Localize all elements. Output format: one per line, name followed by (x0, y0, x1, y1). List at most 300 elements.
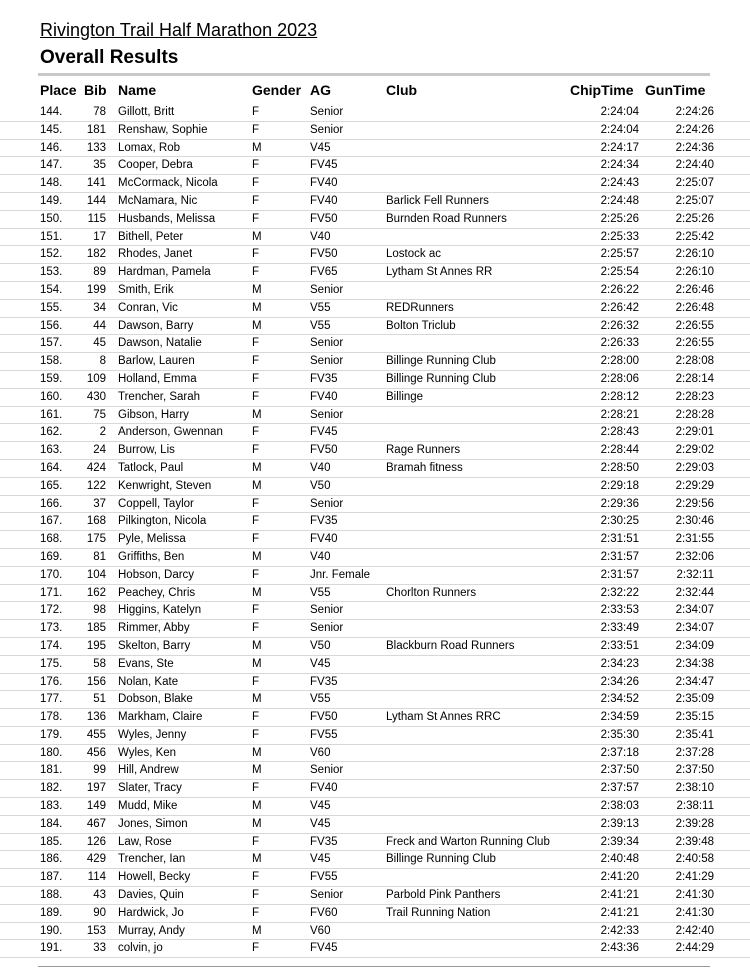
cell-place: 177. (40, 693, 63, 706)
table-row (0, 585, 750, 603)
cell-gender: F (252, 835, 260, 848)
cell-name: Mudd, Mike (118, 800, 178, 813)
cell-place: 163. (40, 444, 63, 457)
cell-gender: M (252, 817, 262, 830)
cell-chiptime: 2:38:03 (600, 800, 639, 813)
table-row (0, 709, 750, 727)
cell-bib: 114 (87, 871, 106, 884)
cell-chiptime: 2:40:48 (600, 853, 639, 866)
cell-gender: F (252, 728, 260, 741)
cell-bib: 34 (93, 301, 106, 314)
table-row (0, 638, 750, 656)
cell-bib: 182 (86, 248, 106, 261)
cell-guntime: 2:32:11 (676, 568, 714, 581)
cell-place: 171. (40, 586, 63, 599)
cell-chiptime: 2:39:13 (600, 817, 639, 830)
cell-name: Coppell, Taylor (118, 497, 194, 510)
table-row (0, 371, 750, 389)
cell-place: 184. (40, 817, 63, 830)
cell-gender: F (252, 123, 260, 136)
cell-gender: M (252, 657, 262, 670)
cell-age-group: FV55 (310, 728, 338, 741)
cell-name: Hardwick, Jo (118, 906, 184, 919)
cell-guntime: 2:29:02 (675, 444, 714, 457)
cell-name: Rhodes, Janet (118, 248, 193, 261)
cell-guntime: 2:26:10 (675, 266, 714, 279)
cell-bib: 33 (93, 942, 106, 955)
cell-gender: F (252, 711, 260, 724)
cell-place: 168. (40, 533, 63, 546)
cell-club: Billinge (386, 390, 424, 403)
cell-guntime: 2:39:48 (675, 835, 714, 848)
cell-name: Lomax, Rob (118, 141, 181, 154)
cell-place: 190. (40, 924, 63, 937)
cell-age-group: FV50 (310, 444, 338, 457)
cell-gender: F (252, 194, 260, 207)
cell-age-group: V45 (310, 817, 331, 830)
cell-place: 145. (40, 123, 63, 136)
cell-age-group: V55 (310, 301, 331, 314)
cell-guntime: 2:31:55 (675, 533, 714, 546)
cell-chiptime: 2:37:57 (600, 782, 639, 795)
cell-place: 146. (40, 141, 63, 154)
cell-name: Renshaw, Sophie (118, 123, 208, 136)
cell-place: 187. (40, 871, 63, 884)
cell-name: Hardman, Pamela (118, 266, 211, 279)
table-row (0, 531, 750, 549)
cell-bib: 133 (86, 141, 106, 154)
cell-name: Dawson, Natalie (118, 337, 202, 350)
cell-gender: M (252, 141, 262, 154)
table-row (0, 798, 750, 816)
cell-age-group: V45 (310, 657, 331, 670)
cell-chiptime: 2:35:30 (600, 728, 639, 741)
cell-chiptime: 2:28:12 (600, 390, 639, 403)
cell-bib: 24 (93, 444, 106, 457)
cell-chiptime: 2:33:53 (600, 604, 639, 617)
cell-chiptime: 2:31:51 (600, 533, 639, 546)
cell-place: 155. (40, 301, 63, 314)
cell-guntime: 2:26:48 (675, 301, 714, 314)
cell-age-group: V55 (310, 693, 331, 706)
cell-place: 179. (40, 728, 63, 741)
cell-age-group: Senior (310, 408, 344, 421)
table-header (0, 82, 750, 102)
cell-bib: 44 (93, 319, 106, 332)
cell-bib: 455 (86, 728, 106, 741)
cell-name: McNamara, Nic (118, 194, 198, 207)
cell-place: 167. (40, 515, 63, 528)
cell-bib: 51 (93, 693, 106, 706)
cell-bib: 429 (86, 853, 106, 866)
cell-chiptime: 2:29:36 (600, 497, 639, 510)
cell-gender: F (252, 622, 260, 635)
cell-bib: 58 (93, 657, 106, 670)
table-row (0, 496, 750, 514)
cell-age-group: FV40 (310, 390, 338, 403)
cell-guntime: 2:41:29 (675, 871, 714, 884)
cell-name: Gillott, Britt (118, 106, 175, 118)
cell-name: Anderson, Gwennan (118, 426, 223, 439)
cell-name: Barlow, Lauren (118, 355, 195, 368)
cell-gender: M (252, 924, 262, 937)
cell-chiptime: 2:37:50 (600, 764, 639, 777)
cell-place: 166. (40, 497, 63, 510)
cell-place: 169. (40, 550, 63, 563)
cell-guntime: 2:30:46 (675, 515, 714, 528)
cell-age-group: V60 (310, 924, 331, 937)
cell-name: Howell, Becky (118, 871, 191, 884)
cell-club: REDRunners (386, 301, 454, 314)
cell-name: Griffiths, Ben (118, 550, 185, 563)
cell-club: Billinge Running Club (386, 355, 496, 368)
cell-age-group: FV40 (310, 177, 338, 190)
cell-age-group: V55 (310, 319, 331, 332)
cell-gender: F (252, 266, 260, 279)
cell-chiptime: 2:41:20 (600, 871, 639, 884)
cell-age-group: FV45 (310, 426, 338, 439)
cell-place: 151. (40, 230, 63, 243)
cell-gender: F (252, 390, 260, 403)
cell-guntime: 2:41:30 (675, 906, 714, 919)
cell-guntime: 2:35:15 (675, 711, 714, 724)
cell-age-group: FV50 (310, 212, 338, 225)
cell-name: Slater, Tracy (118, 782, 182, 795)
cell-age-group: Senior (310, 764, 344, 777)
cell-bib: 185 (86, 622, 106, 635)
cell-bib: 90 (93, 906, 106, 919)
cell-gender: M (252, 746, 262, 759)
cell-guntime: 2:40:58 (675, 853, 714, 866)
table-row (0, 923, 750, 941)
cell-name: Dawson, Barry (118, 319, 194, 332)
cell-gender: M (252, 693, 262, 706)
cell-place: 148. (40, 177, 63, 190)
cell-age-group: FV35 (310, 835, 338, 848)
cell-age-group: FV50 (310, 248, 338, 261)
cell-gender: F (252, 942, 260, 955)
cell-age-group: FV45 (310, 942, 338, 955)
cell-gender: F (252, 212, 260, 225)
table-row (0, 104, 750, 122)
cell-gender: F (252, 604, 260, 617)
cell-gender: F (252, 177, 260, 190)
cell-name: Dobson, Blake (118, 693, 193, 706)
cell-bib: 424 (86, 461, 106, 474)
table-row (0, 193, 750, 211)
cell-age-group: V60 (310, 746, 331, 759)
table-row (0, 745, 750, 763)
cell-age-group: Senior (310, 604, 344, 617)
cell-guntime: 2:32:06 (675, 550, 714, 563)
cell-place: 185. (40, 835, 63, 848)
cell-bib: 175 (86, 533, 106, 546)
cell-age-group: Senior (310, 283, 344, 296)
cell-name: Husbands, Melissa (118, 212, 216, 225)
cell-place: 182. (40, 782, 63, 795)
cell-place: 147. (40, 159, 63, 172)
cell-gender: M (252, 408, 262, 421)
cell-bib: 162 (86, 586, 106, 599)
cell-chiptime: 2:26:42 (600, 301, 639, 314)
cell-gender: F (252, 497, 260, 510)
cell-place: 186. (40, 853, 63, 866)
cell-club: Lytham St Annes RR (386, 266, 493, 279)
cell-age-group: V45 (310, 141, 331, 154)
cell-gender: M (252, 550, 262, 563)
cell-chiptime: 2:31:57 (600, 568, 639, 581)
cell-name: Smith, Erik (118, 283, 174, 296)
cell-bib: 195 (86, 639, 106, 652)
cell-place: 153. (40, 266, 63, 279)
cell-name: Pilkington, Nicola (118, 515, 207, 528)
cell-place: 152. (40, 248, 63, 261)
table-row (0, 762, 750, 780)
cell-gender: M (252, 764, 262, 777)
cell-bib: 149 (86, 800, 106, 813)
table-row (0, 567, 750, 585)
cell-chiptime: 2:33:51 (600, 639, 639, 652)
table-row (0, 780, 750, 798)
cell-club: Lytham St Annes RRC (386, 711, 501, 724)
cell-club: Barlick Fell Runners (386, 194, 489, 207)
cell-chiptime: 2:24:04 (600, 106, 639, 118)
cell-place: 181. (40, 764, 63, 777)
cell-chiptime: 2:41:21 (600, 889, 639, 902)
cell-age-group: Senior (310, 123, 344, 136)
cell-age-group: Senior (310, 355, 344, 368)
cell-gender: F (252, 533, 260, 546)
cell-chiptime: 2:26:33 (600, 337, 639, 350)
cell-bib: 197 (86, 782, 106, 795)
table-row (0, 513, 750, 531)
cell-chiptime: 2:29:18 (600, 479, 639, 492)
cell-place: 164. (40, 461, 63, 474)
table-row (0, 264, 750, 282)
cell-gender: M (252, 639, 262, 652)
table-row (0, 460, 750, 478)
cell-chiptime: 2:28:43 (600, 426, 639, 439)
table-row (0, 851, 750, 869)
cell-gender: F (252, 372, 260, 385)
cell-name: Law, Rose (118, 835, 172, 848)
table-row (0, 478, 750, 496)
cell-gender: F (252, 248, 260, 261)
cell-guntime: 2:28:08 (675, 355, 714, 368)
cell-guntime: 2:34:38 (675, 657, 714, 670)
cell-guntime: 2:39:28 (675, 817, 714, 830)
cell-age-group: V40 (310, 461, 331, 474)
table-row (0, 834, 750, 852)
cell-name: Skelton, Barry (118, 639, 191, 652)
cell-bib: 8 (99, 355, 106, 368)
cell-bib: 144 (86, 194, 106, 207)
cell-bib: 45 (93, 337, 106, 350)
cell-chiptime: 2:25:33 (600, 230, 639, 243)
cell-name: colvin, jo (118, 942, 163, 955)
cell-bib: 456 (86, 746, 106, 759)
table-row (0, 816, 750, 834)
cell-place: 154. (40, 283, 63, 296)
cell-gender: M (252, 461, 262, 474)
table-row (0, 691, 750, 709)
cell-chiptime: 2:28:44 (600, 444, 639, 457)
table-row (0, 157, 750, 175)
cell-chiptime: 2:28:00 (600, 355, 639, 368)
cell-name: Hill, Andrew (118, 764, 179, 777)
cell-age-group: FV35 (310, 372, 338, 385)
cell-club: Bolton Triclub (386, 319, 456, 332)
cell-guntime: 2:42:40 (675, 924, 714, 937)
cell-bib: 81 (93, 550, 106, 563)
cell-chiptime: 2:24:17 (600, 141, 639, 154)
cell-bib: 98 (93, 604, 106, 617)
table-row (0, 211, 750, 229)
table-row (0, 674, 750, 692)
table-row (0, 282, 750, 300)
cell-chiptime: 2:24:34 (600, 159, 639, 172)
table-row (0, 335, 750, 353)
table-row (0, 727, 750, 745)
cell-age-group: FV50 (310, 711, 338, 724)
cell-gender: F (252, 337, 260, 350)
cell-chiptime: 2:32:22 (600, 586, 639, 599)
table-row (0, 122, 750, 140)
cell-chiptime: 2:25:57 (600, 248, 639, 261)
cell-place: 191. (40, 942, 63, 955)
cell-guntime: 2:28:14 (675, 372, 714, 385)
cell-place: 188. (40, 889, 63, 902)
cell-guntime: 2:44:29 (675, 942, 714, 955)
cell-bib: 430 (86, 390, 106, 403)
cell-chiptime: 2:26:32 (600, 319, 639, 332)
table-row (0, 389, 750, 407)
cell-place: 174. (40, 639, 63, 652)
cell-gender: M (252, 853, 262, 866)
cell-gender: F (252, 106, 260, 118)
cell-guntime: 2:28:28 (675, 408, 714, 421)
cell-club: Freck and Warton Running Club (386, 835, 550, 848)
cell-chiptime: 2:25:54 (600, 266, 639, 279)
cell-age-group: V50 (310, 639, 331, 652)
cell-gender: F (252, 782, 260, 795)
table-row (0, 175, 750, 193)
cell-guntime: 2:28:23 (675, 390, 714, 403)
cell-chiptime: 2:34:26 (600, 675, 639, 688)
cell-bib: 156 (86, 675, 106, 688)
cell-chiptime: 2:30:25 (600, 515, 639, 528)
cell-place: 144. (40, 106, 63, 118)
cell-guntime: 2:24:36 (675, 141, 714, 154)
cell-age-group: FV35 (310, 675, 338, 688)
column-header-name: Name (118, 82, 157, 98)
cell-age-group: FV45 (310, 159, 338, 172)
cell-gender: F (252, 906, 260, 919)
cell-place: 175. (40, 657, 63, 670)
column-header-gender: Gender (252, 82, 302, 98)
cell-name: Gibson, Harry (118, 408, 189, 421)
cell-guntime: 2:26:10 (675, 248, 714, 261)
cell-age-group: FV35 (310, 515, 338, 528)
cell-guntime: 2:32:44 (675, 586, 714, 599)
cell-chiptime: 2:39:34 (600, 835, 639, 848)
cell-chiptime: 2:41:21 (600, 906, 639, 919)
cell-name: Wyles, Ken (118, 746, 177, 759)
cell-age-group: V40 (310, 550, 331, 563)
cell-age-group: Senior (310, 622, 344, 635)
cell-chiptime: 2:31:57 (600, 550, 639, 563)
cell-chiptime: 2:24:48 (600, 194, 639, 207)
cell-gender: M (252, 586, 262, 599)
cell-place: 189. (40, 906, 63, 919)
cell-age-group: FV40 (310, 194, 338, 207)
cell-guntime: 2:34:47 (675, 675, 714, 688)
cell-gender: M (252, 230, 262, 243)
cell-name: Rimmer, Abby (118, 622, 190, 635)
table-row (0, 140, 750, 158)
header-rule (38, 73, 710, 76)
cell-age-group: Senior (310, 497, 344, 510)
cell-place: 172. (40, 604, 63, 617)
cell-guntime: 2:26:46 (675, 283, 714, 296)
cell-chiptime: 2:34:52 (600, 693, 639, 706)
cell-bib: 109 (86, 372, 106, 385)
cell-club: Burnden Road Runners (386, 212, 507, 225)
cell-bib: 467 (86, 817, 106, 830)
cell-gender: F (252, 871, 260, 884)
cell-guntime: 2:34:07 (675, 604, 714, 617)
cell-place: 157. (40, 337, 63, 350)
cell-guntime: 2:25:26 (675, 212, 714, 225)
cell-gender: F (252, 355, 260, 368)
cell-guntime: 2:24:26 (675, 123, 714, 136)
cell-place: 170. (40, 568, 63, 581)
cell-gender: F (252, 568, 260, 581)
cell-gender: F (252, 889, 260, 902)
cell-name: Trencher, Sarah (118, 390, 201, 403)
cell-gender: M (252, 479, 262, 492)
cell-guntime: 2:34:09 (675, 639, 714, 652)
cell-name: Peachey, Chris (118, 586, 196, 599)
cell-age-group: Jnr. Female (310, 568, 371, 581)
cell-bib: 126 (86, 835, 106, 848)
cell-age-group: V50 (310, 479, 331, 492)
footer-rule (38, 966, 710, 967)
cell-guntime: 2:37:28 (675, 746, 714, 759)
cell-bib: 89 (93, 266, 106, 279)
cell-bib: 78 (93, 106, 106, 118)
cell-guntime: 2:35:41 (675, 728, 714, 741)
cell-name: Hobson, Darcy (118, 568, 195, 581)
column-header-ag: AG (310, 82, 331, 98)
cell-name: Kenwright, Steven (118, 479, 212, 492)
results-table (0, 104, 750, 958)
table-row (0, 869, 750, 887)
cell-guntime: 2:41:30 (675, 889, 714, 902)
cell-place: 160. (40, 390, 63, 403)
cell-age-group: V55 (310, 586, 331, 599)
table-row (0, 940, 750, 958)
cell-chiptime: 2:42:33 (600, 924, 639, 937)
cell-guntime: 2:35:09 (675, 693, 714, 706)
cell-age-group: Senior (310, 106, 344, 118)
cell-club: Bramah fitness (386, 461, 463, 474)
cell-club: Parbold Pink Panthers (386, 889, 501, 902)
cell-age-group: FV65 (310, 266, 338, 279)
column-header-club: Club (386, 82, 418, 98)
table-row (0, 300, 750, 318)
cell-bib: 141 (86, 177, 106, 190)
